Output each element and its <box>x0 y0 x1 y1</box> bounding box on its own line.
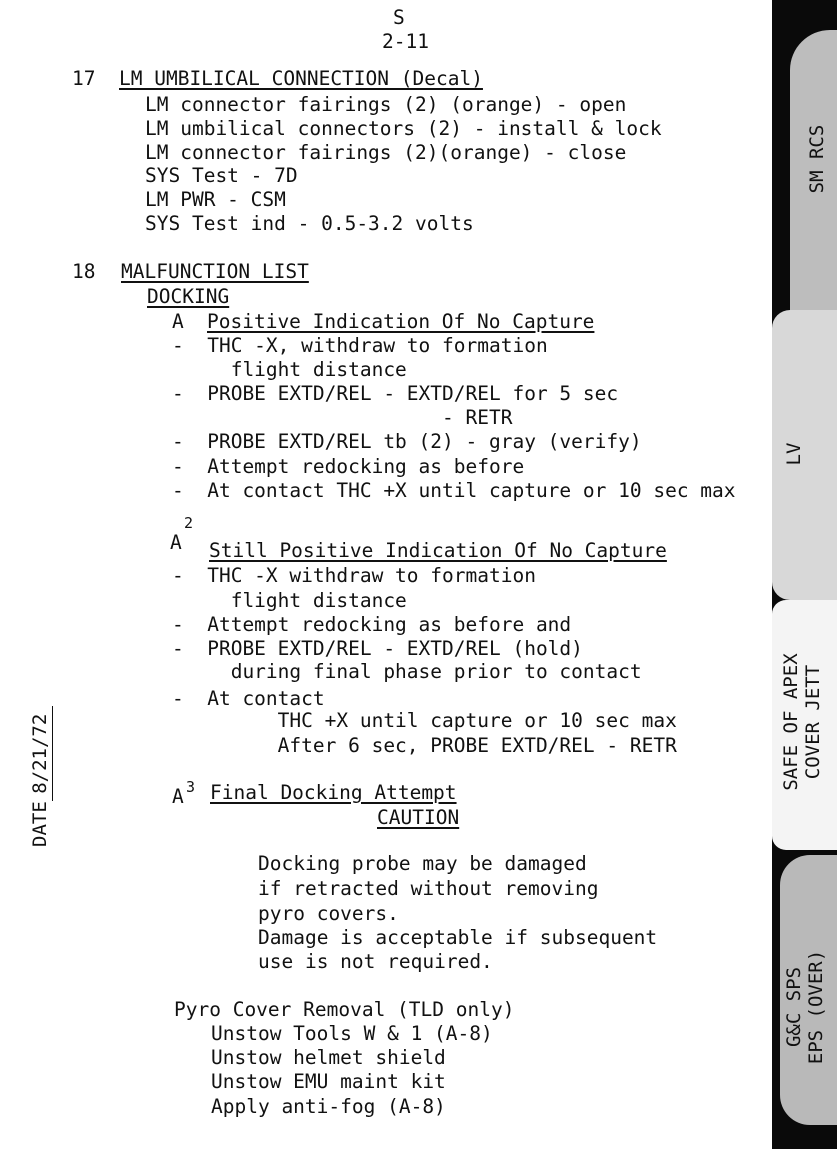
tab-lv[interactable] <box>772 310 837 600</box>
sec17-line: SYS Test - 7D <box>145 164 298 187</box>
procedure-a-line: - PROBE EXTD/REL - EXTD/REL for 5 sec <box>172 382 619 405</box>
section-18-title: MALFUNCTION LIST <box>121 260 309 283</box>
procedure-a2-line: - THC -X withdraw to formation <box>172 564 536 587</box>
docking-subtitle: DOCKING <box>147 285 230 308</box>
pyro-line: Unstow EMU maint kit <box>211 1070 446 1093</box>
caution-line: Docking probe may be damaged <box>258 852 587 875</box>
procedure-a3-label: A <box>172 785 184 808</box>
procedure-a2-title: Still Positive Indication Of No Capture <box>209 539 667 562</box>
procedure-a-label: A <box>172 310 184 333</box>
section-17-number: 17 <box>72 67 96 90</box>
procedure-a-line: - PROBE EXTD/REL tb (2) - gray (verify) <box>172 430 642 453</box>
procedure-a-line: - At contact THC +X until capture or 10 sec max <box>172 479 736 502</box>
tab-eps-line2: EPS (OVER) <box>805 949 827 1065</box>
date-value: 8/21/72 <box>28 706 53 801</box>
tab-safe-apex-label <box>780 642 824 802</box>
sec17-line: LM connector fairings (2) (orange) - open <box>145 93 627 116</box>
procedure-a2-line: during final phase prior to contact <box>172 660 642 683</box>
caution-heading: CAUTION <box>377 806 460 829</box>
revision-date <box>28 657 52 847</box>
procedure-a-line: - THC -X, withdraw to formation <box>172 334 548 357</box>
procedure-a-title: Positive Indication Of No Capture <box>207 310 595 333</box>
caution-line: use is not required. <box>258 950 493 973</box>
procedure-a2-line: flight distance <box>172 589 407 612</box>
procedure-a2-line: - At contact <box>172 687 325 710</box>
sec17-line: LM PWR - CSM <box>145 188 286 211</box>
tab-safe-apex-cover-jett[interactable] <box>772 600 837 850</box>
header-letter: S <box>393 6 405 29</box>
sec17-line: LM umbilical connectors (2) - install & lock <box>145 117 662 140</box>
pyro-line: Unstow Tools W & 1 (A-8) <box>211 1022 493 1045</box>
tab-safe-apex-line2: COVER JETT <box>802 664 824 780</box>
tab-eps-line1: G&C SPS <box>783 966 805 1048</box>
date-label: DATE <box>29 801 51 847</box>
pyro-line: Apply anti-fog (A-8) <box>211 1095 446 1118</box>
tab-eps-label <box>783 927 827 1087</box>
procedure-a-line: flight distance <box>172 358 407 381</box>
caution-line: if retracted without removing <box>258 877 599 900</box>
procedure-a2-line: THC +X until capture or 10 sec max <box>172 709 677 732</box>
pyro-cover-title: Pyro Cover Removal (TLD only) <box>174 998 515 1021</box>
tab-sm-rcs[interactable] <box>790 30 837 310</box>
section-17-title: LM UMBILICAL CONNECTION (Decal) <box>119 67 483 90</box>
procedure-a-line: - Attempt redocking as before <box>172 455 525 478</box>
caution-line: Damage is acceptable if subsequent <box>258 926 658 949</box>
sec17-line: LM connector fairings (2)(orange) - close <box>145 141 627 164</box>
tab-lv-label: LV <box>783 442 805 466</box>
procedure-a3-title: Final Docking Attempt <box>210 781 457 804</box>
tab-sm-rcs-label: SM RCS <box>806 124 828 194</box>
tab-gnc-sps-eps[interactable] <box>780 855 837 1125</box>
procedure-a2-label: A <box>170 531 182 554</box>
procedure-a2-line: - PROBE EXTD/REL - EXTD/REL (hold) <box>172 637 583 660</box>
procedure-a2-superscript: 2 <box>184 514 194 532</box>
procedure-a2-line: - Attempt redocking as before and <box>172 613 572 636</box>
procedure-a2-line: After 6 sec, PROBE EXTD/REL - RETR <box>172 734 677 757</box>
pyro-line: Unstow helmet shield <box>211 1046 446 1069</box>
procedure-a3-superscript: 3 <box>186 778 196 796</box>
page-number: 2-11 <box>382 30 429 53</box>
section-18-number: 18 <box>72 260 96 283</box>
sec17-line: SYS Test ind - 0.5-3.2 volts <box>145 212 474 235</box>
caution-line: pyro covers. <box>258 902 399 925</box>
tab-safe-apex-line1: SAFE OF APEX <box>780 653 802 791</box>
procedure-a-line: - RETR <box>172 406 513 429</box>
